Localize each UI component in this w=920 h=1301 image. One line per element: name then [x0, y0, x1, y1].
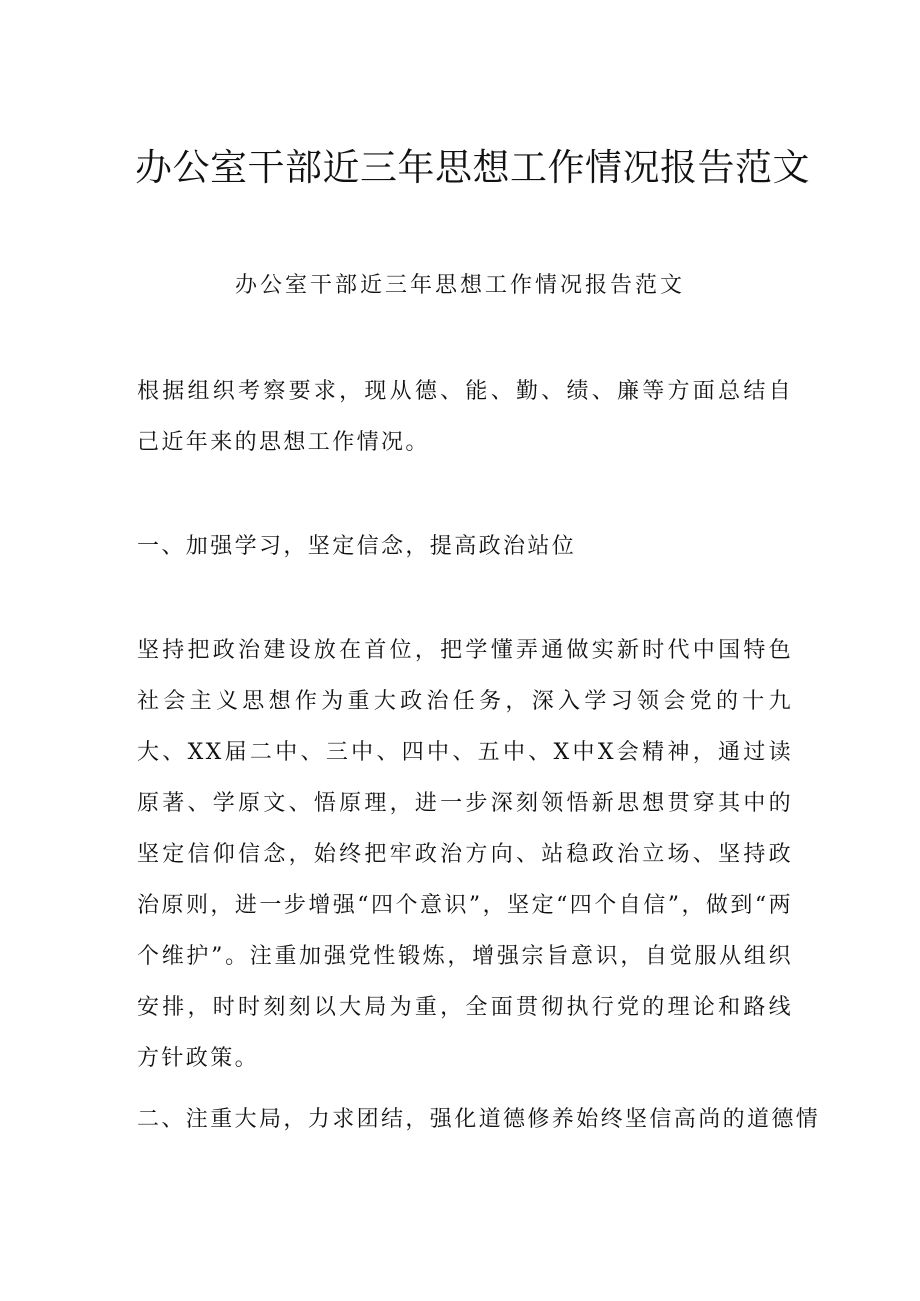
section-body-1: 坚持把政治建设放在首位，把学懂弄通做实新时代中国特色社会主义思想作为重大政治任务，深入学习领会党的十九大、XX届二中、三中、四中、五中、X中X会精神，通过读原著、学原文、悟原理，进一步深刻领悟新思想贯穿其中的坚定信仰信念，始终把牢政治方向、站稳政治立场、坚持政治原则，进一步增强“四个意识”，坚定“四个自信”，做到“两个维护”。注重加强党性锻炼，增强宗旨意识，自觉服从组织安排，时时刻刻以大局为重，全面贯彻执行党的理论和路线方针政策。: [137, 638, 793, 1071]
intro-paragraph: 根据组织考察要求，现从德、能、勤、绩、廉等方面总结自己近年来的思想工作情况。: [137, 379, 793, 455]
section-heading-2: 二、注重大局，力求团结，强化道德修养始终坚信高尚的道德情: [137, 1107, 821, 1132]
document-subtitle: 办公室干部近三年思想工作情况报告范文: [234, 273, 685, 298]
section-heading-1: 一、加强学习，坚定信念，提高政治站位: [137, 534, 577, 559]
document-title: 办公室干部近三年思想工作情况报告范文: [135, 146, 810, 189]
